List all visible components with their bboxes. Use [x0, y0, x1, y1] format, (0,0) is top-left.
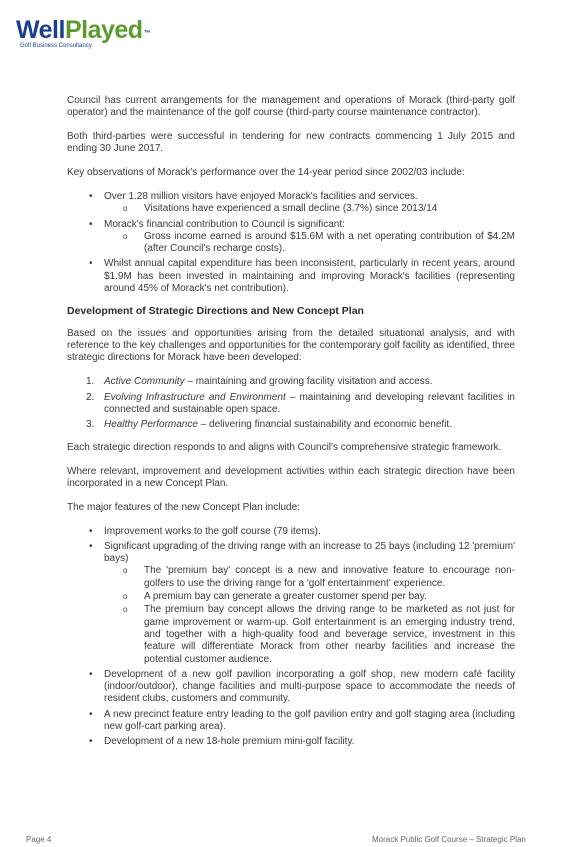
list-item — [67, 191, 515, 216]
sub-item-text: A premium bay can generate a greater customer spend per bay. — [144, 591, 427, 603]
list-number: 1. — [86, 376, 95, 388]
list-item — [67, 736, 515, 748]
strategic-directions-list — [67, 376, 515, 431]
after-paragraph-3: The major features of the new Concept Plan include: — [67, 501, 300, 513]
direction-text: – delivering financial sustainability and economic benefit. — [197, 419, 452, 431]
list-number: 2. — [86, 391, 95, 403]
logo-trademark: ™ — [143, 30, 151, 37]
list-item — [67, 219, 515, 256]
sub-list-item — [67, 604, 515, 665]
document-body — [67, 95, 515, 759]
circle-bullet-icon: o — [123, 566, 128, 576]
list-item — [67, 258, 515, 295]
after-paragraph-1: Each strategic direction responds to and aligns with Council's comprehensive strategic framework. — [67, 441, 502, 453]
feature-text: Development of a new golf pavilion incorporating a golf shop, new modern café facility (indoor/outdoor), change facilities and multi-purpose space to accommodate the needs of resident clubs, customers and community. — [104, 668, 515, 705]
sub-item-text: The 'premium bay' concept is a new and innovative feature to encourage non-golfers to use the driving range for a 'golf entertainment' experience. — [144, 565, 515, 589]
circle-bullet-icon: o — [123, 605, 128, 615]
sub-list-item — [67, 231, 515, 256]
direction-title: Healthy Performance — [104, 419, 198, 431]
circle-bullet-icon: o — [123, 231, 128, 241]
bullet-icon: • — [89, 525, 93, 537]
bullet-icon: • — [89, 218, 93, 230]
direction-title: Active Community — [104, 376, 185, 388]
list-item — [67, 541, 515, 666]
observation-text: Morack's financial contribution to Council is significant: — [104, 218, 345, 230]
feature-text: Improvement works to the golf course (79 items). — [104, 525, 321, 537]
list-item — [67, 669, 515, 706]
list-number: 3. — [86, 419, 95, 431]
bullet-icon: • — [89, 708, 93, 720]
sub-list-item — [67, 203, 515, 215]
company-logo — [16, 16, 176, 60]
logo-wordmark — [16, 16, 150, 44]
intro-paragraph-1: Council has current arrangements for the management and operations of Morack (third-party golf operator) and the maintenance of the golf course (third-party course maintenance contractor). — [67, 95, 515, 118]
intro-paragraph-2: Both third-parties were successful in tendering for new contracts commencing 1 July 2015 and ending 30 June 2017. — [67, 131, 515, 154]
feature-text: A new precinct feature entry leading to the golf pavilion entry and golf staging area (including new golf-cart parking area). — [104, 708, 515, 733]
features-list — [67, 526, 515, 749]
sub-item-text: The premium bay concept allows the driving range to be marketed as not just for game improvement or warm-up. Golf entertainment is an emerging industry trend, and together with a high-quality food and beverage service, investment in this feature will differentiate Morack from other nearby facilities and increase the potential customer audience. — [144, 604, 515, 665]
direction-text: – maintaining and growing facility visitation and access. — [184, 376, 433, 388]
feature-text: Development of a new 18-hole premium mini-golf facility. — [104, 736, 355, 748]
observations-list — [67, 191, 515, 295]
circle-bullet-icon: o — [123, 592, 128, 602]
bullet-icon: • — [89, 736, 93, 748]
bullet-icon: • — [89, 540, 93, 552]
document-title-footer: Morack Public Golf Course – Strategic Plan — [372, 835, 526, 844]
bullet-icon: • — [89, 191, 93, 202]
sub-list — [104, 203, 515, 215]
logo-subtitle: Golf Business Consultancy — [20, 43, 92, 49]
list-item — [67, 376, 515, 388]
section-intro: Based on the issues and opportunities arising from the detailed situational analysis, and with reference to the key challenges and opportunities for the contemporary golf facility as identified, three strategic directions for Morack have been developed: — [67, 328, 515, 364]
logo-played-text: Played — [64, 16, 143, 44]
sub-list — [104, 231, 515, 256]
direction-title: Evolving Infrastructure and Environment — [104, 391, 286, 403]
sub-list-item — [67, 565, 515, 590]
logo-well-text: Well — [16, 16, 65, 44]
observation-text: Over 1.28 million visitors have enjoyed Morack's facilities and services. — [104, 191, 418, 202]
list-item — [67, 526, 515, 538]
sub-item-text: Gross income earned is around $15.6M with a net operating contribution of $4.2M (after Council's recharge costs). — [144, 230, 515, 255]
observation-text: Whilst annual capital expenditure has been inconsistent, particularly in recent years, around $1.9M has been invested in maintaining and improving Morack's facilities (representing around 45% of Morack's net contribution). — [104, 258, 515, 295]
sub-item-text: Visitations have experienced a small decline (3.7%) since 2013/14 — [144, 203, 438, 215]
feature-text: Significant upgrading of the driving range with an increase to 25 bays (including 12 'premium' bays) — [104, 540, 515, 565]
section-heading: Development of Strategic Directions and New Concept Plan — [67, 305, 364, 318]
bullet-icon: • — [89, 668, 93, 680]
list-item — [67, 709, 515, 734]
list-item — [67, 392, 515, 417]
sub-list-item — [67, 591, 515, 603]
circle-bullet-icon: o — [123, 204, 128, 214]
direction-text: – maintaining and developing relevant facilities in connected and sustainable open space. — [104, 391, 515, 415]
intro-paragraph-3: Key observations of Morack's performance over the 14-year period since 2002/03 include: — [67, 167, 465, 178]
sub-list — [104, 565, 515, 665]
after-paragraph-2: Where relevant, improvement and development activities within each strategic direction have been incorporated in a new Concept Plan. — [67, 465, 515, 489]
list-item — [67, 419, 515, 431]
page-footer — [0, 835, 581, 847]
bullet-icon: • — [89, 258, 93, 270]
page-number: Page 4 — [26, 835, 52, 844]
